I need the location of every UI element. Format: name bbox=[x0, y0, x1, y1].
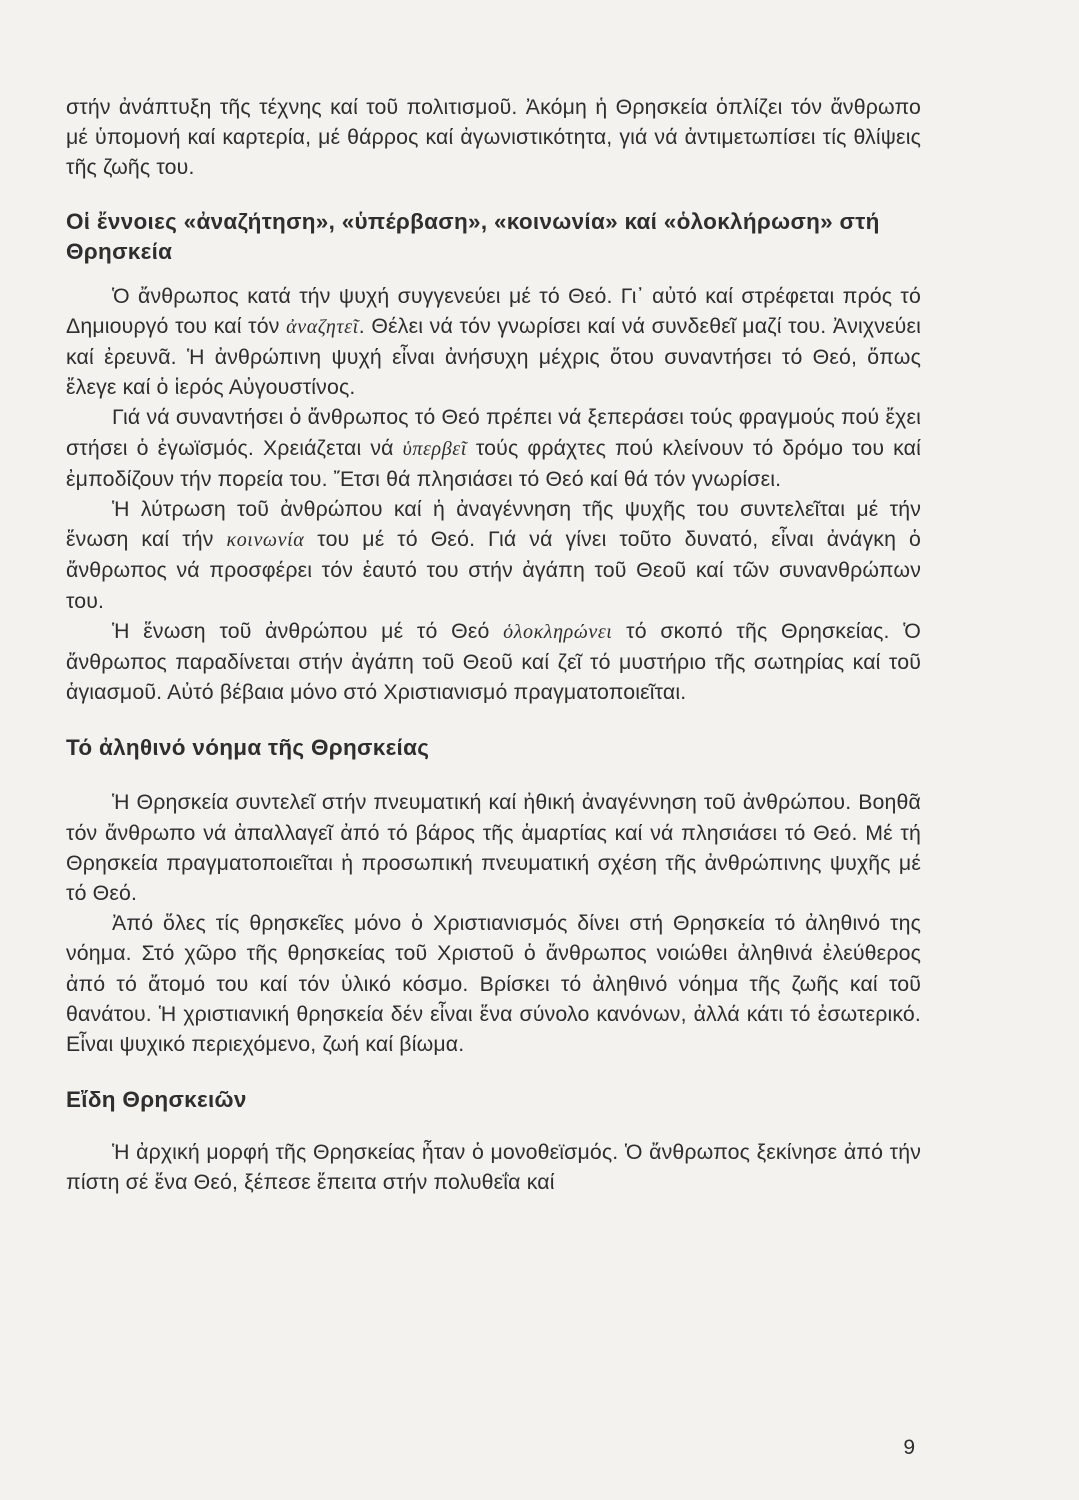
section-heading-meaning: Τό ἀληθινό νόημα τῆς Θρησκείας bbox=[66, 735, 430, 761]
text-run: Ἡ ἕνωση τοῦ ἀνθρώπου μέ τό Θεό bbox=[112, 618, 504, 643]
text-run: . Θέλει νά τόν γνωρίσει καί νά συνδεθεῖ μαζί του. Ἀνιχνεύει καί ἐρευνᾶ. Ἡ ἀνθρώπινη ψυχή εἶναι ἀνήσυχη μέχρις ὅτου συναντήσει τό Θεό, ὅπως ἔλεγε καί ὁ ἱερός Αὐγουστίνος. bbox=[66, 313, 922, 400]
page-content bbox=[66, 92, 921, 1198]
text-run: τούς φράχτες πού κλείνουν τό δρόμο του καί ἐμποδίζουν τήν πορεία του. Ἔτσι θά πλησιάσει τό Θεό καί θά τόν γνωρίσει. bbox=[66, 435, 921, 491]
intro-paragraph: στήν ἀνάπτυξη τῆς τέχνης καί τοῦ πολιτισμοῦ. Ἀκόμη ἡ Θρησκεία ὁπλίζει τόν ἄνθρωπο μέ ὑπομονή καί καρτερία, μέ θάρρος καί ἀγωνιστικότητα, γιά νά ἀντιμετωπίσει τίς θλίψεις τῆς ζωῆς του. bbox=[66, 95, 921, 180]
meaning-paragraph-2: Ἀπό ὅλες τίς θρησκεῖες μόνο ὁ Χριστιανισμός δίνει στή Θρησκεία τό ἀληθινό της νόημα. Στό χῶρο τῆς θρησκείας τοῦ Χριστοῦ ὁ ἄνθρωπος νοιώθει ἀληθινά ἐλεύθερος ἀπό τό ἄτομό του καί τόν ὑλικό κόσμο. Βρίσκει τό ἀληθινό νόημα τῆς ζωῆς καί τοῦ θανάτου. Ἡ χριστιανική θρησκεία δέν εἶναι ἕνα σύνολο κανόνων, ἀλλά κάτι τό ἐσωτερικό. Εἶναι ψυχικό περιεχόμενο, ζωή καί βίωμα. bbox=[66, 911, 921, 1057]
meaning-paragraph-1: Ἡ Θρησκεία συντελεῖ στήν πνευματική καί ἠθική ἀναγέννηση τοῦ ἀνθρώπου. Βοηθᾶ τόν ἄνθρωπο νά ἀπαλλαγεῖ ἀπό τό βάρος τῆς ἁμαρτίας καί νά πλησιάσει τό Θεό. Μέ τή Θρησκεία πραγματοποιεῖται ἡ προσωπική πνευματική σχέση τῆς ἀνθρώπινης ψυχῆς μέ τό Θεό. bbox=[66, 790, 921, 906]
text-run: Ἡ λύτρωση τοῦ ἀνθρώπου καί ἡ ἀναγέννηση τῆς ψυχῆς του συντελεῖται μέ τήν ἕνωση καί τήν bbox=[66, 497, 921, 552]
emphasis-transcend: ὑπερβεῖ bbox=[402, 437, 467, 460]
text-run: του μέ τό Θεό. Γιά νά γίνει τοῦτο δυνατό, εἶναι ἀνάγκη ὁ ἄνθρωπος νά προσφέρει τόν ἑαυτό του στήν ἀγάπη τοῦ Θεοῦ καί τῶν συνανθρώπων του. bbox=[66, 527, 921, 613]
section-heading-concepts: Οἱ ἔννοιες «ἀναζήτηση», «ὑπέρβαση», «κοινωνία» καί «ὁλοκλήρωση» στή Θρησκεία bbox=[66, 208, 880, 264]
concepts-paragraph-3 bbox=[66, 494, 921, 616]
types-paragraph-1: Ἡ ἀρχική μορφή τῆς Θρησκείας ἦταν ὁ μονοθεϊσμός. Ὁ ἄνθρωπος ξεκίνησε ἀπό τήν πίστη σέ ἕνα Θεό, ξέπεσε ἔπειτα στήν πολυθεΐα καί bbox=[66, 1140, 921, 1195]
emphasis-seeking: ἀναζητεῖ bbox=[286, 315, 359, 338]
concepts-paragraph-1 bbox=[66, 281, 921, 403]
emphasis-completes: ὁλοκληρώνει bbox=[503, 620, 613, 643]
concepts-paragraph-2 bbox=[66, 402, 921, 494]
concepts-paragraph-4 bbox=[66, 616, 921, 708]
section-heading-types: Εἴδη Θρησκειῶν bbox=[66, 1087, 247, 1113]
text-run: Γιά νά συναντήσει ὁ ἄνθρωπος τό Θεό πρέπει νά ξεπεράσει τούς φραγμούς πού ἔχει στήσει ὁ ἐγωϊσμός. Χρειάζεται νά bbox=[66, 405, 921, 460]
text-run: Ὁ ἄνθρωπος κατά τήν ψυχή συγγενεύει μέ τό Θεό. Γι᾽ αὐτό καί στρέφεται πρός τό Δημιουργό του καί τόν bbox=[66, 283, 921, 338]
text-run: τό σκοπό τῆς Θρησκείας. Ὁ ἄνθρωπος παραδίνεται στήν ἀγάπη τοῦ Θεοῦ καί ζεῖ τό μυστήριο τῆς σωτηρίας καί τοῦ ἁγιασμοῦ. Αὐτό βέβαια μόνο στό Χριστιανισμό πραγματοποιεῖται. bbox=[66, 618, 921, 705]
emphasis-communion: κοινωνία bbox=[226, 529, 305, 552]
page-number: 9 bbox=[903, 1436, 915, 1459]
